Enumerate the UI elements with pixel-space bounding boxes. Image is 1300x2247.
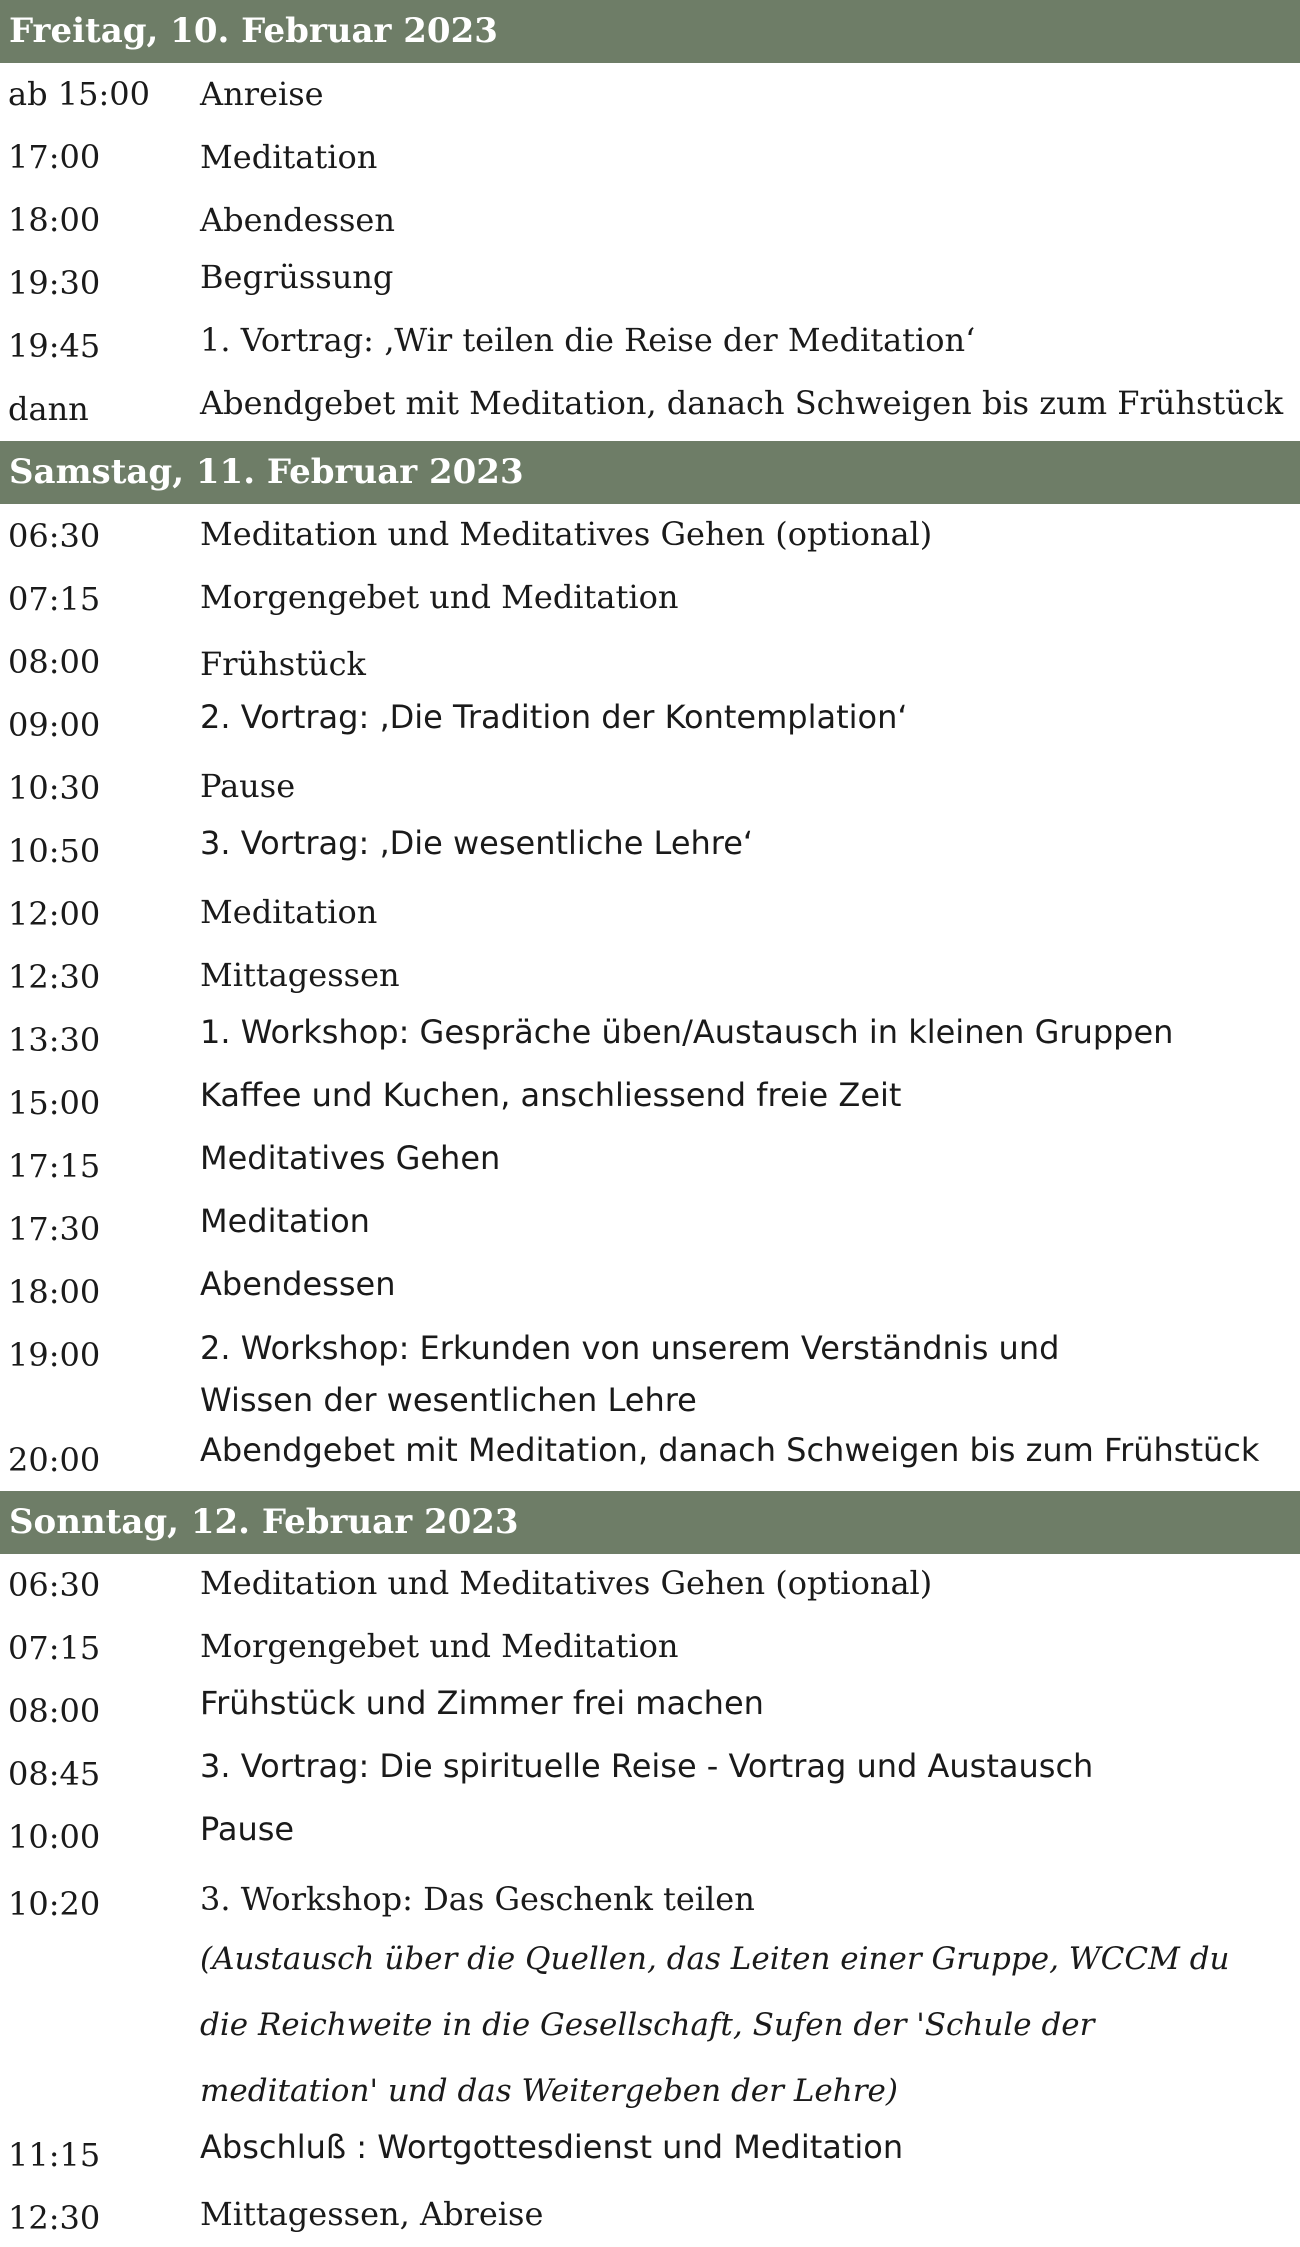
day-header-sunday: Sonntag, 12. Februar 2023: [0, 1491, 1300, 1554]
time-label: 12:00: [8, 895, 101, 933]
time-label: dann: [8, 390, 89, 428]
schedule-item: 2. Workshop: Erkunden von unserem Verständnis und Wissen der wesentlichen Lehre: [200, 1329, 1060, 1419]
schedule-item: Abendessen: [200, 1265, 396, 1303]
time-label: 19:30: [8, 264, 101, 302]
schedule-item: Meditation: [200, 138, 378, 176]
schedule-item: Frühstück und Zimmer frei machen: [200, 1684, 764, 1722]
schedule-item: Frühstück: [200, 645, 366, 683]
time-label: 20:00: [8, 1441, 101, 1479]
schedule-item: Abschluß : Wortgottesdienst und Meditation: [200, 2128, 904, 2166]
schedule-item: Pause: [200, 767, 296, 805]
time-label: 10:00: [8, 1818, 101, 1856]
schedule-item: Mittagessen: [200, 956, 400, 994]
time-label: 08:45: [8, 1755, 101, 1793]
schedule-item: Meditatives Gehen: [200, 1139, 501, 1177]
time-label: 06:30: [8, 517, 101, 555]
time-label: 09:00: [8, 706, 101, 744]
time-label: ab 15:00: [8, 75, 150, 113]
time-label: 06:30: [8, 1566, 101, 1604]
time-label: 19:45: [8, 327, 101, 365]
schedule-item: Meditation: [200, 893, 378, 931]
schedule-item: 1. Vortrag: ‚Wir teilen die Reise der Meditation‘: [200, 321, 976, 359]
schedule-item: Abendgebet mit Meditation, danach Schweigen bis zum Frühstück: [200, 384, 1284, 422]
day-header-friday: Freitag, 10. Februar 2023: [0, 0, 1300, 63]
time-label: 19:00: [8, 1336, 101, 1374]
schedule-item: Begrüssung: [200, 258, 394, 296]
schedule-item: Kaffee und Kuchen, anschliessend freie Zeit: [200, 1076, 902, 1114]
schedule-item: Meditation: [200, 1202, 370, 1240]
schedule-item: Morgengebet und Meditation: [200, 1627, 679, 1665]
time-label: 17:30: [8, 1210, 101, 1248]
schedule-item: Abendgebet mit Meditation, danach Schweigen bis zum Frühstück: [200, 1431, 1260, 1469]
schedule-item: 3. Workshop: Das Geschenk teilen: [200, 1880, 755, 1918]
schedule-item: 2. Vortrag: ‚Die Tradition der Kontemplation‘: [200, 698, 908, 736]
schedule-item: Morgengebet und Meditation: [200, 578, 679, 616]
time-label: 15:00: [8, 1084, 101, 1122]
time-label: 10:50: [8, 832, 101, 870]
time-label: 12:30: [8, 958, 101, 996]
time-label: 07:15: [8, 580, 101, 618]
time-label: 18:00: [8, 201, 101, 239]
time-label: 10:20: [8, 1885, 101, 1923]
schedule-item: Anreise: [200, 75, 324, 113]
time-label: 11:15: [8, 2136, 101, 2174]
schedule-item: 3. Vortrag: ‚Die wesentliche Lehre‘: [200, 824, 754, 862]
time-label: 12:30: [8, 2199, 101, 2237]
time-label: 17:00: [8, 138, 101, 176]
schedule-item: Mittagessen, Abreise: [200, 2195, 544, 2233]
time-label: 10:30: [8, 769, 101, 807]
schedule-item: Pause: [200, 1810, 295, 1848]
schedule-item: Meditation und Meditatives Gehen (optional): [200, 1564, 933, 1602]
schedule-item: Abendessen: [200, 201, 395, 239]
schedule-item: Meditation und Meditatives Gehen (optional): [200, 515, 933, 553]
time-label: 13:30: [8, 1021, 101, 1059]
time-label: 08:00: [8, 643, 101, 681]
day-header-saturday: Samstag, 11. Februar 2023: [0, 441, 1300, 504]
time-label: 08:00: [8, 1692, 101, 1730]
schedule-item: 3. Vortrag: Die spirituelle Reise - Vortrag und Austausch: [200, 1747, 1094, 1785]
time-label: 18:00: [8, 1273, 101, 1311]
workshop-note: (Austausch über die Quellen, das Leiten einer Gruppe, WCCM du die Reichweite in die Gesellschaft, Sufen der 'Schule der meditation' und das Weitergeben der Lehre): [200, 1941, 1230, 2109]
time-label: 07:15: [8, 1629, 101, 1667]
time-label: 17:15: [8, 1147, 101, 1185]
schedule-item: 1. Workshop: Gespräche üben/Austausch in kleinen Gruppen: [200, 1013, 1174, 1051]
